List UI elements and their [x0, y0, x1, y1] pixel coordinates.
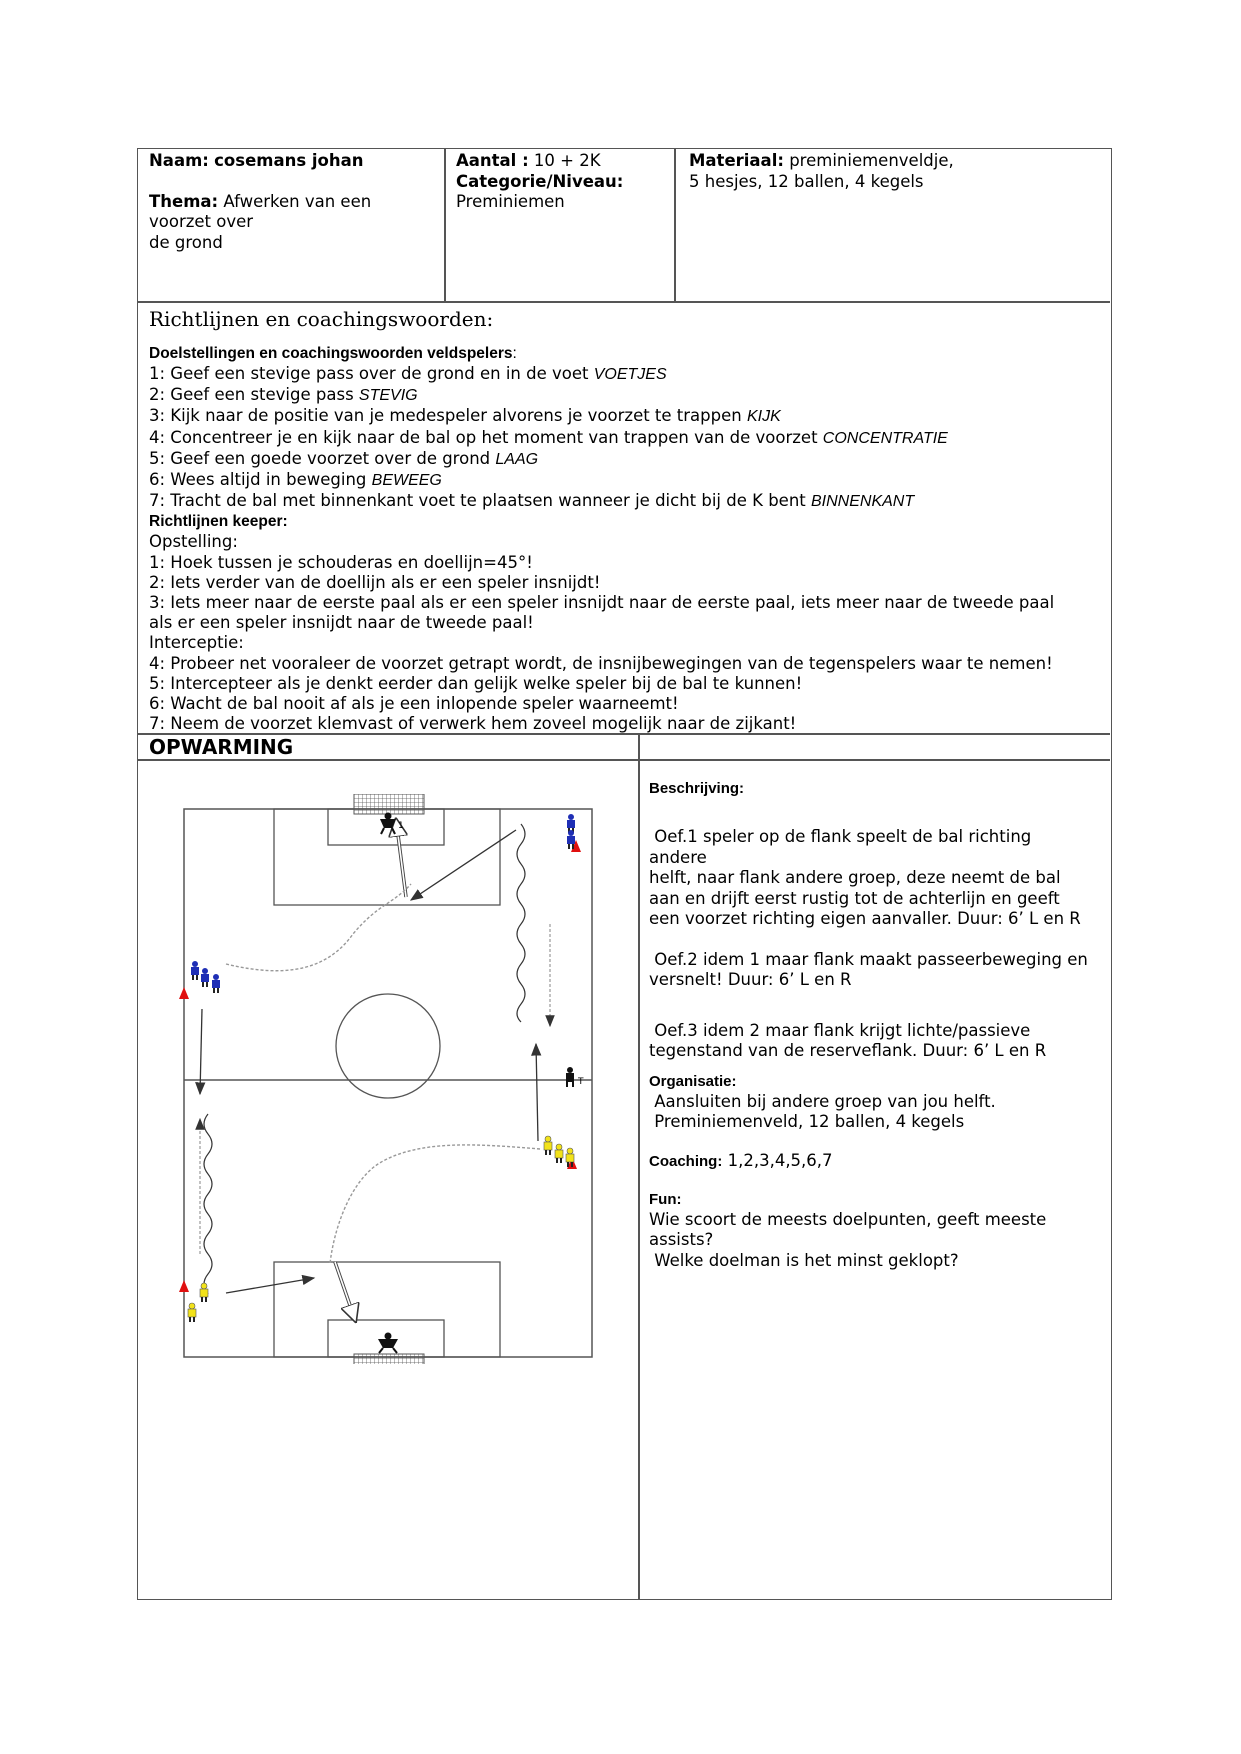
blue-player	[212, 974, 220, 993]
coaching-word: KIJK	[746, 408, 781, 426]
veld-guidelines	[149, 364, 1104, 512]
trainer	[566, 1067, 574, 1087]
coaching-word: BEWEEG	[371, 472, 442, 490]
naam-label: Naam:	[149, 151, 209, 170]
veld-guideline-item	[149, 491, 1104, 512]
materiaal-label: Materiaal:	[689, 151, 784, 170]
guideline-text: 6: Wees altijd in beweging	[149, 470, 372, 490]
header-materiaal	[689, 151, 1104, 192]
guideline-text: 1: Geef een stevige pass over de grond en in de voet	[149, 364, 594, 383]
shot-arrow	[397, 827, 406, 897]
coaching-word: CONCENTRATIE	[822, 429, 948, 447]
divider	[138, 301, 1110, 303]
thema-line: de grond	[149, 232, 223, 252]
interceptie-item: 5: Intercepteer als je denkt eerder dan gelijk welke speler bij de bal te kunnen!	[149, 673, 803, 693]
oef1-text: een voorzet richting eigen aanvaller. Duur: 6’ L en R	[649, 909, 1081, 928]
oef1-text: helft, naar flank andere groep, deze neemt de bal	[649, 868, 1061, 887]
aantal-value: 10 + 2K	[533, 151, 601, 170]
opstelling-item: 3: Iets meer naar de eerste paal als er een speler insnijdt naar de eerste paal, iets meer naar de tweede paal	[149, 593, 1055, 613]
oef1-text: andere	[649, 847, 707, 867]
coaching-word: LAAG	[495, 450, 539, 468]
materiaal-value: preminiemenveldje,	[789, 151, 954, 170]
veld-guideline-item	[149, 406, 1104, 427]
guideline-text: 2: Geef een stevige pass	[149, 385, 359, 405]
veld-guideline-item	[149, 449, 1104, 470]
field-boundary	[184, 809, 592, 1357]
pass-arrow	[536, 1044, 538, 1141]
veld-heading: Doelstellingen en coachingswoorden veldspelers	[149, 345, 513, 362]
guideline-text: 7: Tracht de bal met binnenkant voet te plaatsen wanneer je dicht bij de K bent	[149, 491, 811, 511]
coaching-word: VOETJES	[593, 366, 667, 383]
veld-guideline-item	[149, 364, 1104, 385]
fun-text: Welke doelman is het minst geklopt?	[649, 1250, 959, 1270]
coaching-value: 1,2,3,4,5,6,7	[722, 1150, 833, 1170]
oef1-text: aan en drijft eerst rustig tot de achterlijn en geeft	[649, 888, 1060, 908]
coaching-word: STEVIG	[358, 387, 418, 405]
interceptie-item: 7: Neem de voorzet klemvast of verwerk hem zoveel mogelijk naar de zijkant!	[149, 714, 797, 734]
thema-label: Thema:	[149, 191, 219, 211]
oef2-text: Oef.2 idem 1 maar flank maakt passeerbeweging en	[649, 949, 1088, 969]
session-form	[137, 148, 1112, 1600]
richtlijnen-section	[149, 307, 1104, 734]
keeper-heading: Richtlijnen keeper:	[149, 513, 288, 531]
organisatie-label: Organisatie:	[649, 1072, 737, 1090]
interceptie-label: Interceptie:	[149, 633, 244, 653]
naam-value: cosemans johan	[214, 151, 364, 170]
bottom-goal-net	[354, 1354, 424, 1364]
fun-text: assists?	[649, 1230, 714, 1249]
organisatie-text: Preminiemenveld, 12 ballen, 4 kegels	[649, 1112, 965, 1131]
opstelling-item: 1: Hoek tussen je schouderas en doellijn=45°!	[149, 552, 533, 572]
run-path	[226, 884, 411, 971]
veld-guideline-item	[149, 428, 1104, 449]
divider	[674, 149, 676, 302]
keeper-bottom	[378, 1333, 398, 1354]
run-path	[330, 1145, 540, 1264]
top-goal-net	[354, 794, 424, 814]
guideline-text: 4: Concentreer je en kijk naar de bal op het moment van trappen van de voorzet	[149, 427, 823, 447]
divider	[138, 759, 1110, 761]
materiaal-value: 5 hesjes, 12 ballen, 4 kegels	[689, 171, 924, 191]
oef2-text: versnelt! Duur: 6’ L en R	[649, 970, 852, 989]
veld-guideline-item	[149, 470, 1104, 491]
opstelling-item: 2: Iets verder van de doellijn als er een speler insnijdt!	[149, 572, 601, 592]
veld-heading-colon: :	[512, 345, 517, 362]
dribble-path	[204, 1114, 212, 1294]
fun-label: Fun:	[649, 1190, 682, 1208]
guideline-text: 5: Geef een goede voorzet over de grond	[149, 448, 496, 468]
field-diagram	[178, 794, 598, 1364]
trainer-label: T	[578, 1077, 584, 1087]
blue-player	[567, 830, 575, 849]
oef3-text: tegenstand van de reserveflank. Duur: 6’ L en R	[649, 1041, 1047, 1060]
coaching-label: Coaching:	[649, 1152, 723, 1170]
opwarming-title: OPWARMING	[149, 735, 294, 759]
divider	[444, 149, 446, 302]
guideline-text: 3: Kijk naar de positie van je medespeler alvorens je voorzet te trappen	[149, 406, 747, 426]
shot-arrow	[335, 1262, 353, 1314]
interceptie-guidelines	[149, 654, 1104, 735]
categorie-value: Preminiemen	[456, 192, 565, 211]
keeper-top	[380, 813, 396, 835]
cone-red	[179, 987, 189, 999]
pass-arrow	[200, 1009, 202, 1094]
opstelling-guidelines	[149, 553, 1104, 634]
fun-text: Wie scoort de meests doelpunten, geeft meeste	[649, 1209, 1047, 1229]
yellow-player	[544, 1136, 552, 1155]
dribble-path	[517, 824, 525, 1022]
oef1-text: Oef.1 speler op de flank speelt de bal richting	[649, 827, 1032, 846]
pass-arrow	[226, 1278, 314, 1293]
coaching-word: BINNENKANT	[811, 493, 915, 511]
yellow-player	[555, 1144, 563, 1163]
keeper-top-number: 1	[398, 821, 404, 831]
center-circle	[336, 994, 440, 1098]
yellow-player	[200, 1283, 208, 1302]
opstelling-label: Opstelling:	[149, 532, 238, 552]
thema-line: Afwerken van een	[223, 191, 372, 211]
oef3-text: Oef.3 idem 2 maar flank krijgt lichte/passieve	[649, 1020, 1031, 1040]
beschrijving-label: Beschrijving:	[649, 780, 745, 797]
blue-player	[191, 961, 199, 980]
cone-red	[179, 1280, 189, 1292]
thema-line: voorzet over	[149, 212, 254, 231]
interceptie-item: 6: Wacht de bal nooit af als je een inlopende speler waarneemt!	[149, 694, 679, 714]
aantal-label: Aantal :	[456, 151, 529, 170]
opstelling-item: als er een speler insnijdt naar de tweede paal!	[149, 613, 534, 633]
divider	[638, 733, 640, 1599]
yellow-player	[188, 1303, 196, 1322]
field-svg	[178, 794, 598, 1364]
categorie-label: Categorie/Niveau:	[456, 171, 624, 191]
header-naam-thema	[149, 151, 439, 253]
blue-player	[201, 968, 209, 987]
veld-guideline-item	[149, 385, 1104, 406]
header-aantal-categorie	[456, 151, 671, 213]
organisatie-text: Aansluiten bij andere groep van jou helft.	[649, 1091, 996, 1111]
opwarming-description	[649, 779, 1104, 1271]
interceptie-item: 4: Probeer net vooraleer de voorzet getrapt wordt, de insnijbewegingen van de tegenspelers waar te nemen!	[149, 653, 1053, 673]
richtlijnen-title: Richtlijnen en coachingswoorden:	[149, 307, 494, 331]
